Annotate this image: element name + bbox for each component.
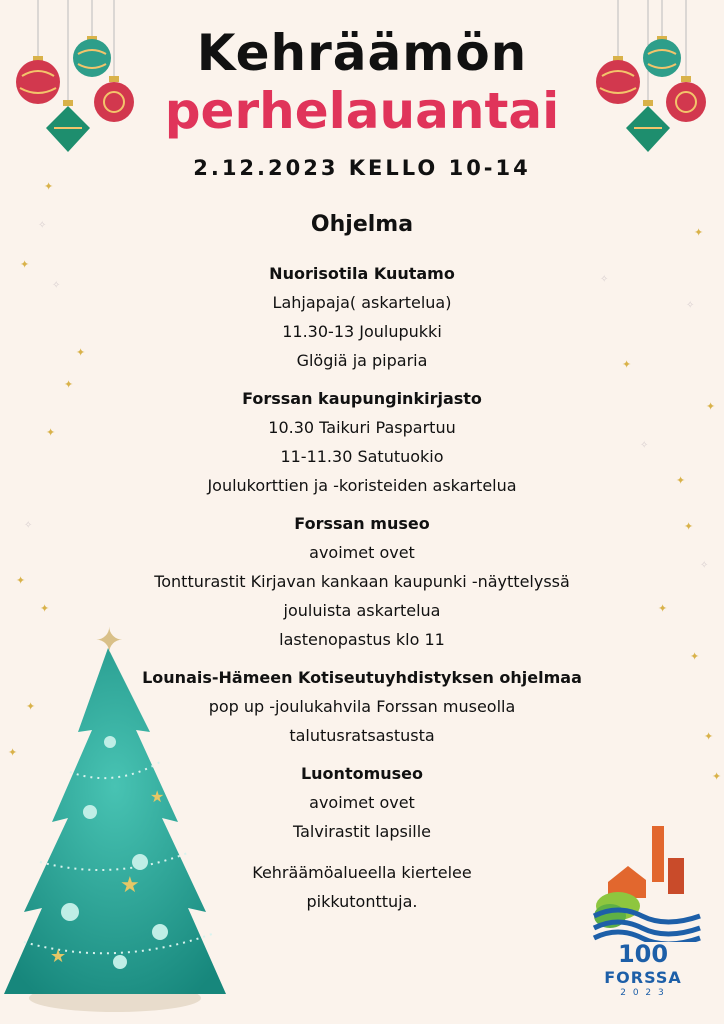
svg-text:★: ★ [150, 787, 165, 806]
christmas-tree-icon [0, 612, 240, 1018]
star-icon: ✦ [16, 574, 26, 587]
star-icon: ✦ [704, 730, 714, 743]
star-icon: ✦ [706, 400, 716, 413]
program-item: talutusratsastusta [289, 726, 435, 745]
program-item: Lahjapaja( askartelua) [272, 293, 452, 312]
program-heading: Ohjelma [310, 212, 414, 237]
program-item: Glögiä ja piparia [296, 351, 428, 370]
logo-number: 100 [617, 940, 669, 968]
program-item: lastenopastus klo 11 [279, 630, 445, 649]
program-item: avoimet ovet [309, 793, 415, 812]
footer-line: pikkutonttuja. [306, 892, 418, 911]
logo-name: FORSSA [604, 968, 682, 987]
star-icon: ✦ [20, 258, 30, 271]
sparkle-icon: ✧ [640, 440, 649, 451]
program-section [0, 384, 724, 500]
section-title: Forssan museo [294, 514, 430, 533]
footer-line: Kehräämöalueella kiertelee [252, 863, 472, 882]
star-icon: ✦ [690, 650, 700, 663]
logo-year: 2 0 2 3 [620, 988, 666, 998]
svg-text:★: ★ [120, 873, 140, 898]
program-item: 11-11.30 Satutuokio [280, 447, 444, 466]
title-line-2: perhelauantai [164, 82, 560, 140]
title-line-1: Kehräämön [196, 24, 528, 82]
program-item: jouluista askartelua [283, 601, 441, 620]
forssa-logo-icon [588, 822, 708, 942]
star-icon: ✦ [40, 602, 50, 615]
section-title: Lounais-Hämeen Kotiseutuyhdistyksen ohjelmaa [142, 668, 582, 687]
sparkle-icon: ✧ [52, 280, 61, 291]
sparkle-icon: ✧ [600, 274, 609, 285]
sparkle-icon: ✧ [24, 520, 33, 531]
svg-text:★: ★ [50, 946, 67, 967]
star-icon: ✦ [658, 602, 668, 615]
sparkle-icon: ✧ [686, 300, 695, 311]
program-item: avoimet ovet [309, 543, 415, 562]
star-icon: ✦ [44, 180, 54, 193]
program-item: 10.30 Taikuri Paspartuu [268, 418, 456, 437]
program-item: Tontturastit Kirjavan kankaan kaupunki -näyttelyssä [154, 572, 570, 591]
program-item: pop up -joulukahvila Forssan museolla [208, 697, 516, 716]
program-item: 11.30-13 Joulupukki [282, 322, 442, 341]
star-icon: ✦ [8, 746, 18, 759]
star-icon: ✦ [622, 358, 632, 371]
sparkle-icon: ✧ [38, 220, 47, 231]
star-icon: ✦ [684, 520, 694, 533]
section-title: Forssan kaupunginkirjasto [242, 389, 482, 408]
star-icon: ✦ [26, 700, 36, 713]
program-section [0, 259, 724, 375]
event-date-time: 2.12.2023 KELLO 10-14 [193, 156, 531, 180]
star-icon: ✦ [46, 426, 56, 439]
program-item: Talvirastit lapsille [292, 822, 431, 841]
forssa-logo [588, 822, 708, 1002]
star-icon: ✦ [694, 226, 704, 239]
star-icon: ✦ [76, 346, 86, 359]
section-title: Nuorisotila Kuutamo [269, 264, 455, 283]
sparkle-icon: ✧ [700, 560, 709, 571]
star-icon: ✦ [676, 474, 686, 487]
svg-text:✦: ✦ [95, 621, 124, 661]
section-title: Luontomuseo [300, 764, 424, 783]
star-icon: ✦ [64, 378, 74, 391]
program-item: Joulukorttien ja -koristeiden askartelua [207, 476, 517, 495]
star-icon: ✦ [712, 770, 722, 783]
